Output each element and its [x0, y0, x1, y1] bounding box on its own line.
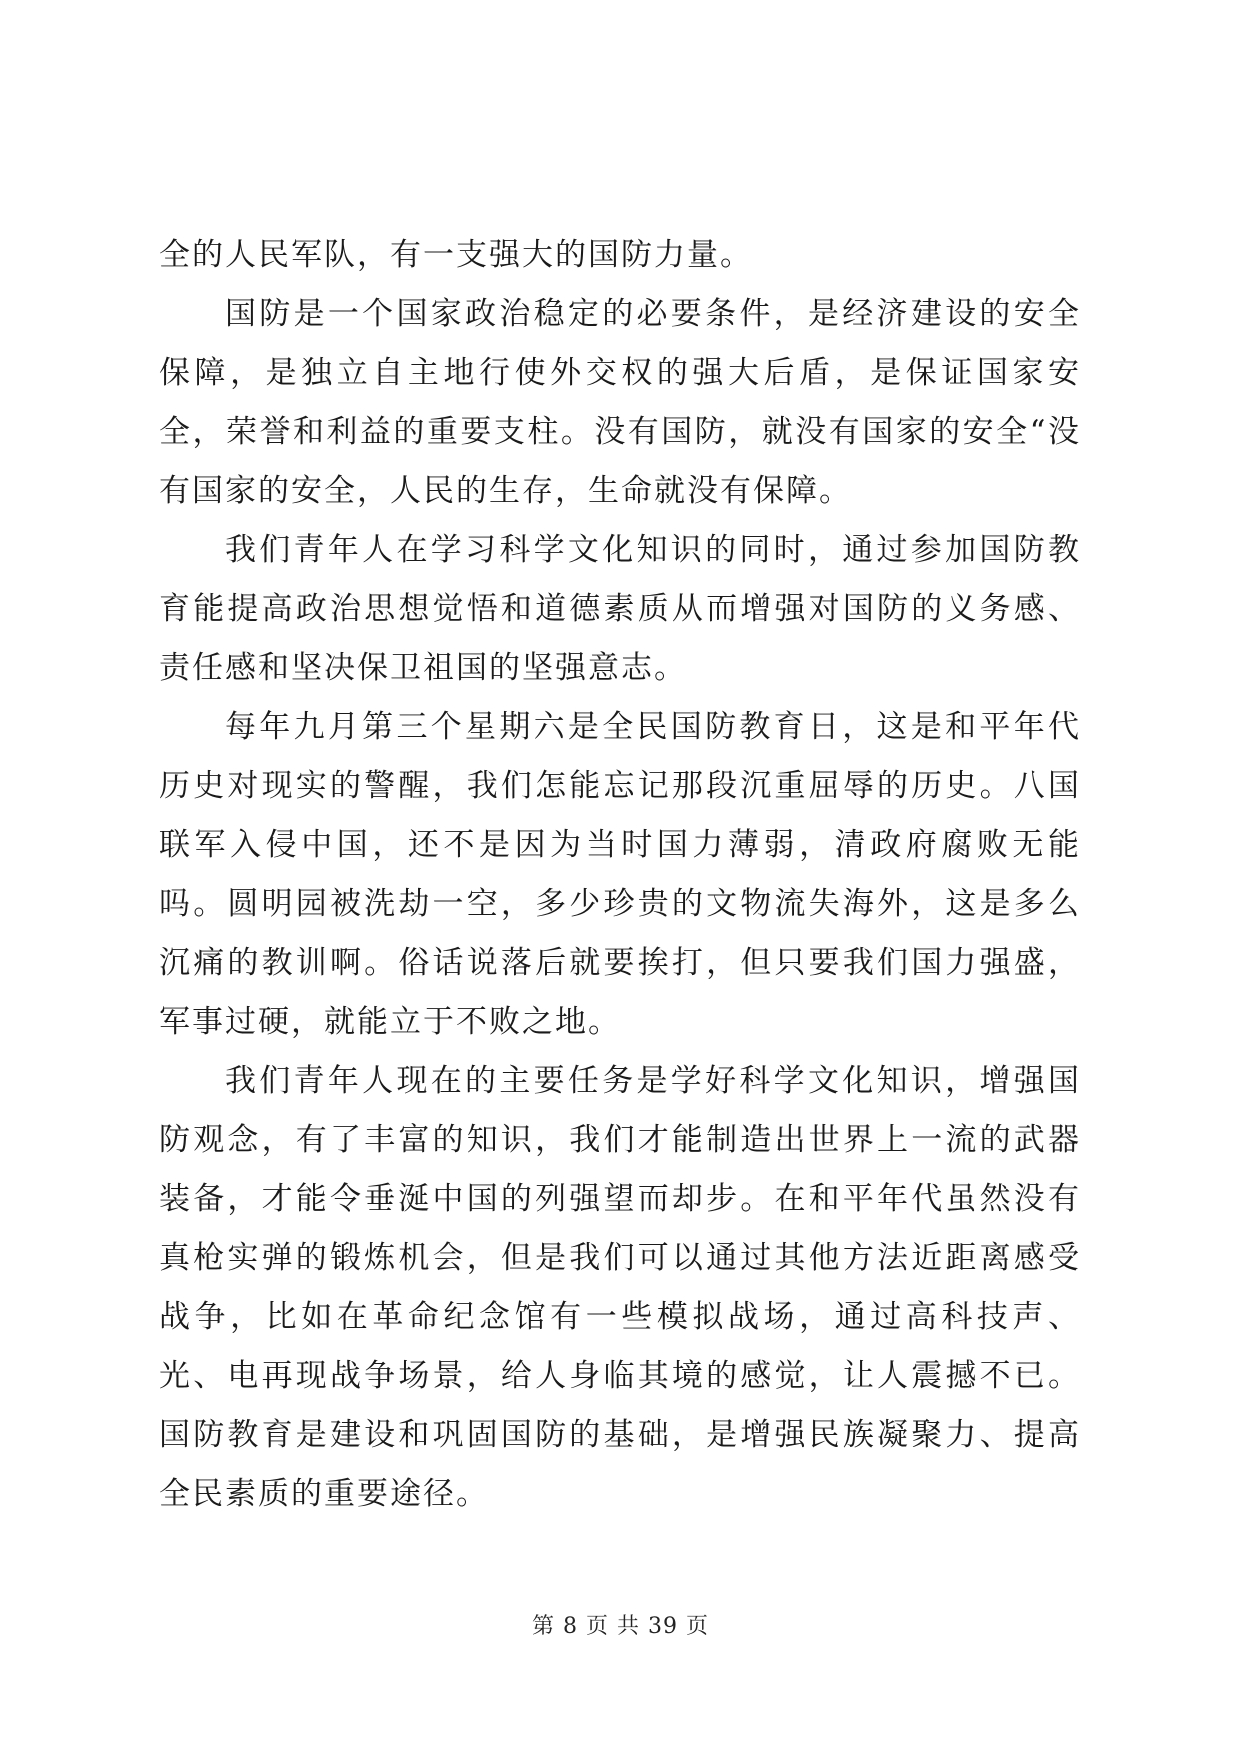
document-body — [159, 226, 1081, 1524]
paragraph-continuation: 全的人民军队，有一支强大的国防力量。 — [159, 237, 753, 273]
paragraph-youth-education: 我们青年人在学习科学文化知识的同时，通过参加国防教育能提高政治思想觉悟和道德素质从而增强对国防的义务感、责任感和坚决保卫祖国的坚强意志。 — [159, 532, 1081, 686]
page-number-footer: 第 8 页 共 39 页 — [532, 1614, 709, 1639]
paragraph-national-defense-role: 国防是一个国家政治稳定的必要条件，是经济建设的安全保障，是独立自主地行使外交权的强大后盾，是保证国家安全，荣誉和利益的重要支柱。没有国防，就没有国家的安全“没有国家的安全，人民的生存，生命就没有保障。 — [159, 296, 1081, 509]
paragraph-defense-education-day: 每年九月第三个星期六是全民国防教育日，这是和平年代历史对现实的警醒，我们怎能忘记那段沉重屈辱的历史。八国联军入侵中国，还不是因为当时国力薄弱，清政府腐败无能吗。圆明园被洗劫一空，多少珍贵的文物流失海外，这是多么沉痛的教训啊。俗话说落后就要挨打，但只要我们国力强盛，军事过硬，就能立于不败之地。 — [159, 709, 1081, 1040]
paragraph-youth-tasks: 我们青年人现在的主要任务是学好科学文化知识，增强国防观念，有了丰富的知识，我们才能制造出世界上一流的武器装备，才能令垂涎中国的列强望而却步。在和平年代虽然没有真枪实弹的锻炼机会，但是我们可以通过其他方法近距离感受战争，比如在革命纪念馆有一些模拟战场，通过高科技声、光、电再现战争场景，给人身临其境的感觉，让人震撼不已。国防教育是建设和巩固国防的基础，是增强民族凝聚力、提高全民素质的重要途径。 — [159, 1063, 1081, 1512]
